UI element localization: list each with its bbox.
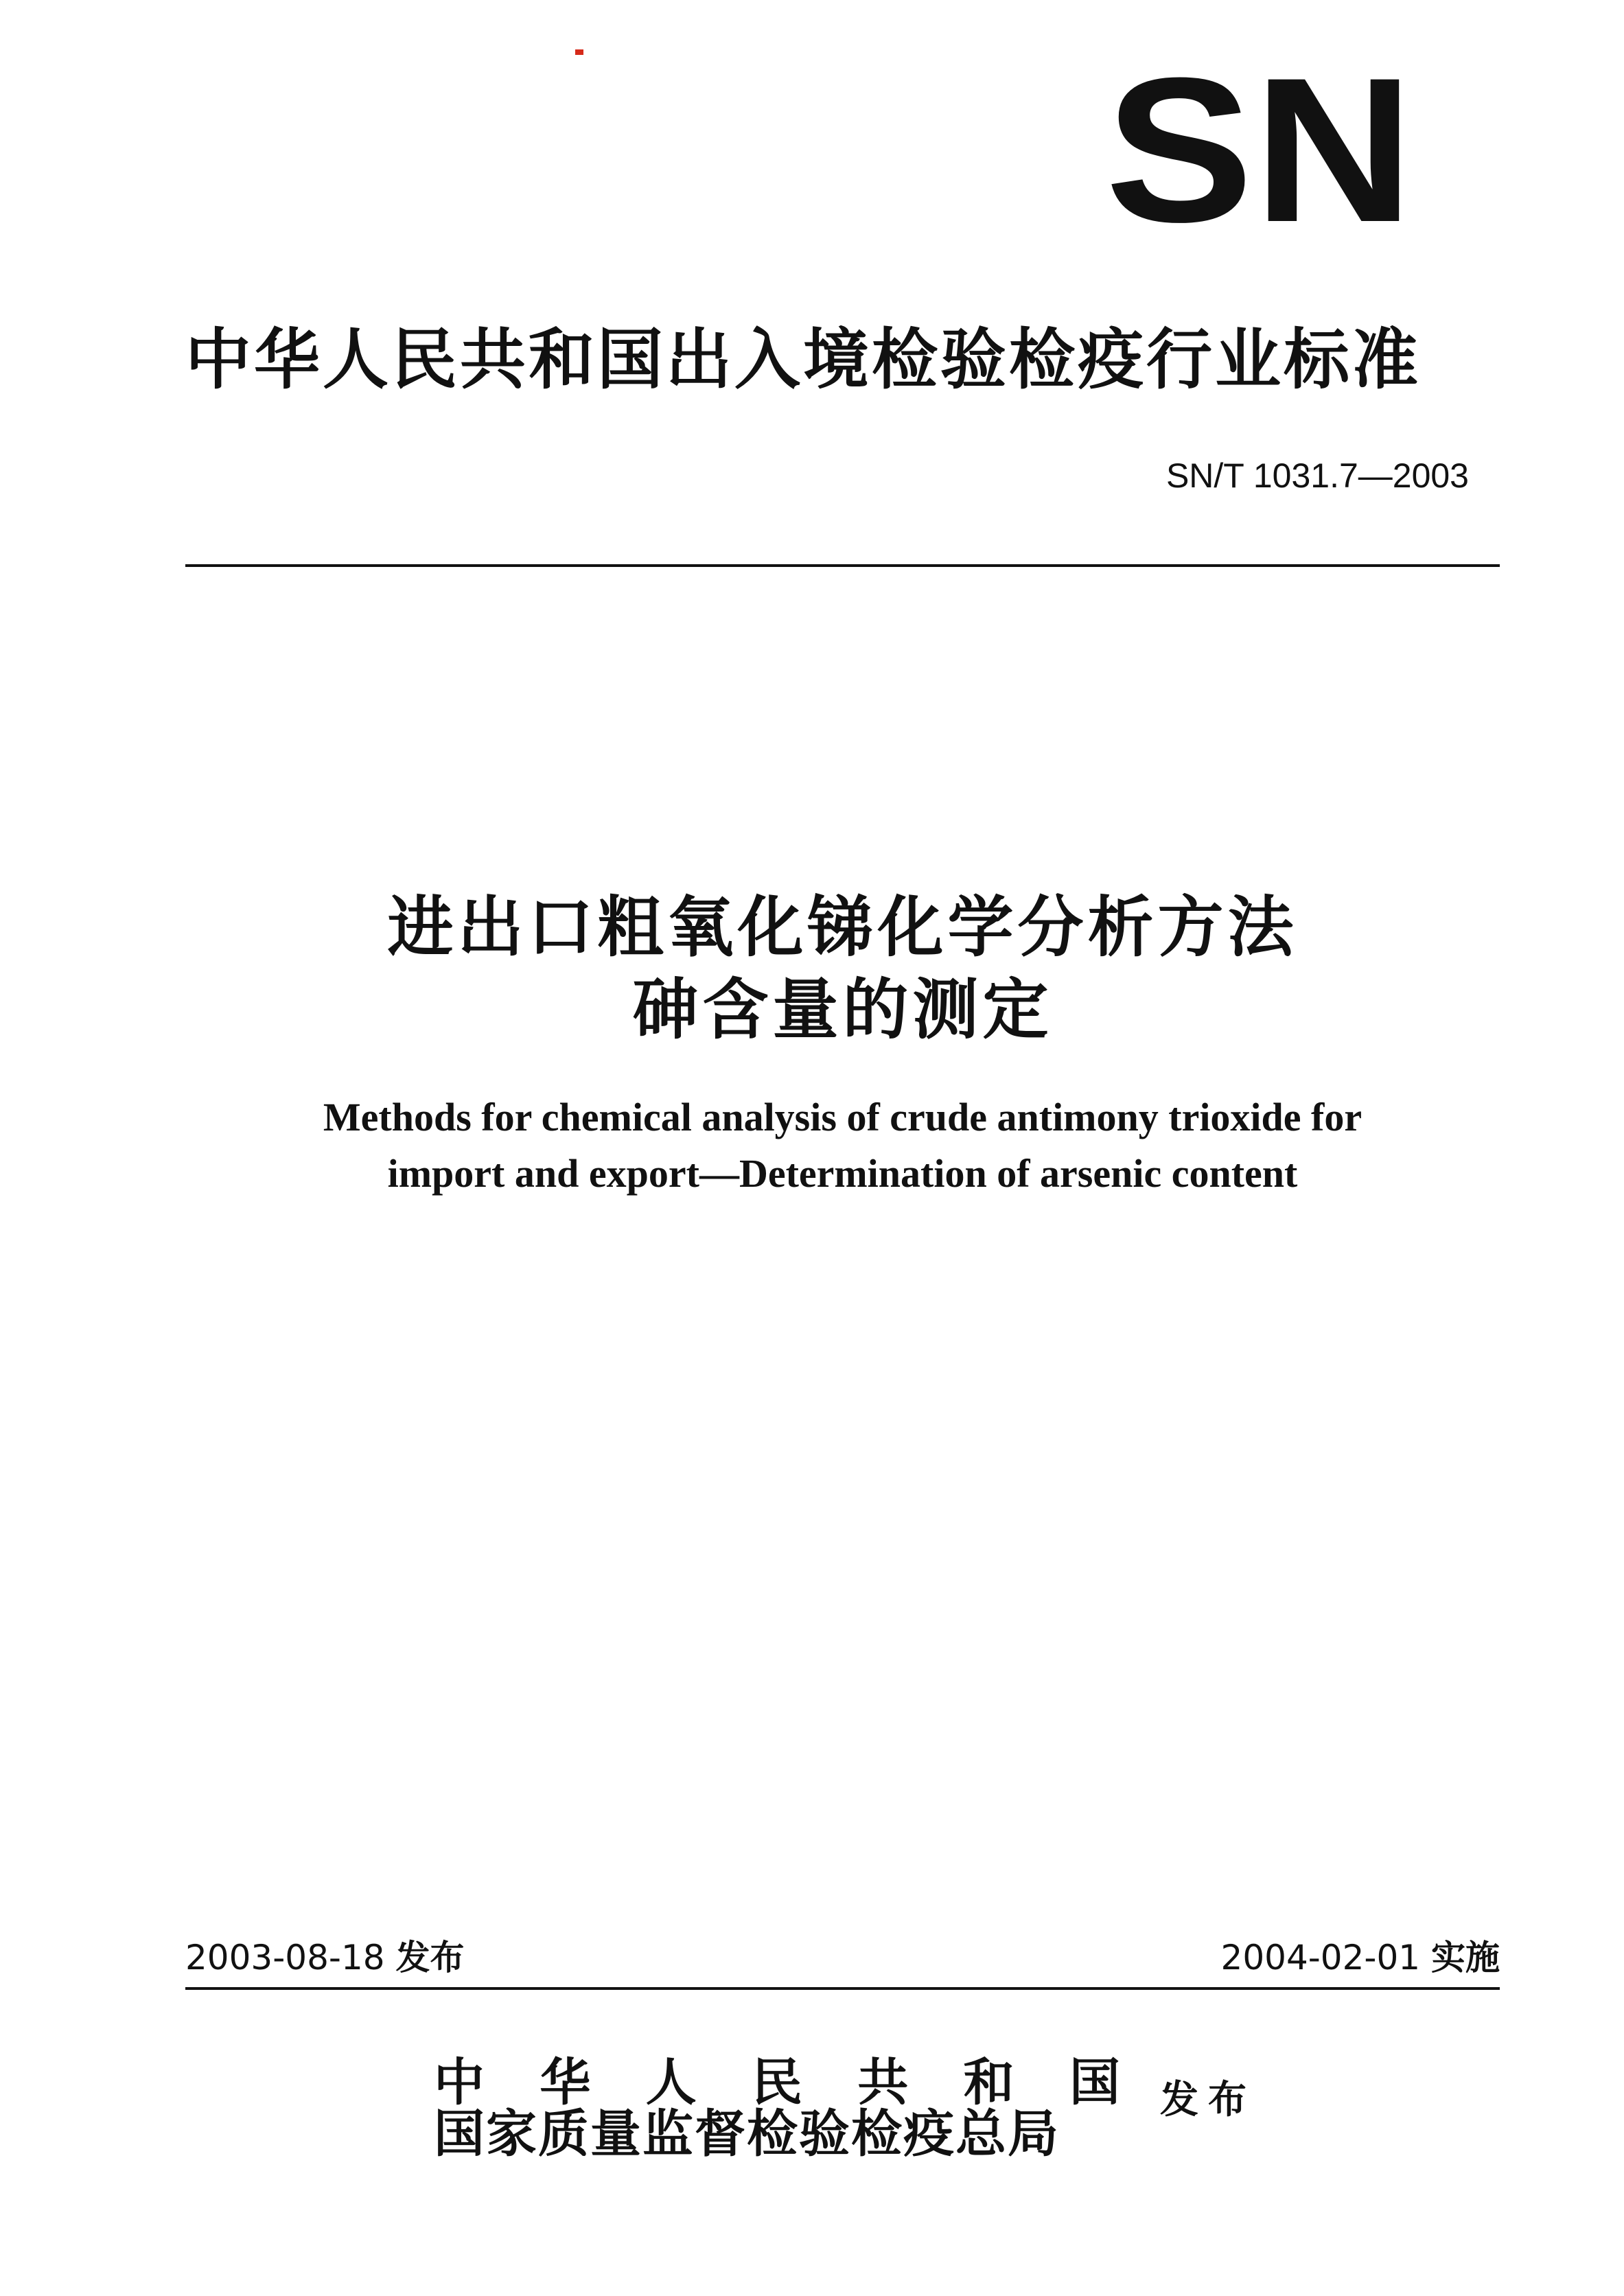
issue-date-suffix: 发布 — [395, 1938, 465, 1978]
publisher-char: 国 — [1069, 2053, 1120, 2112]
title-cn-line1: 进出口粗氧化锑化学分析方法 — [387, 889, 1298, 966]
title-en-line1: Methods for chemical analysis of crude antimony trioxide for — [323, 1095, 1362, 1139]
implementation-date-suffix: 实施 — [1431, 1938, 1500, 1978]
publisher-line2: 国家质量监督检验检疫总局 — [434, 2104, 1060, 2164]
publisher-char: 人 — [645, 2053, 697, 2112]
issue-date-value: 2003-08-18 — [185, 1938, 385, 1978]
logo-text: SN — [1105, 69, 1414, 232]
implementation-date — [1071, 1930, 1500, 1980]
publisher-char: 华 — [540, 2053, 591, 2112]
publisher-char: 共 — [857, 2053, 909, 2112]
publisher-char: 中 — [434, 2053, 485, 2112]
publish-label: 发布 — [1160, 2078, 1256, 2122]
red-mark — [575, 49, 583, 55]
title-cn-line2: 砷含量的测定 — [632, 971, 1053, 1048]
title-en-line2: import and export—Determination of arsenic content — [387, 1151, 1298, 1196]
issuing-authority-heading: 中华人民共和国出入境检验检疫行业标准 — [185, 321, 1421, 398]
publisher-char: 和 — [963, 2053, 1014, 2112]
top-divider — [185, 564, 1500, 567]
publisher-char: 民 — [751, 2053, 802, 2112]
standard-code: SN/T 1031.7—2003 — [1165, 456, 1469, 495]
implementation-date-value: 2004-02-01 — [1220, 1938, 1421, 1978]
issue-date — [185, 1930, 464, 1980]
bottom-divider — [185, 1987, 1500, 1990]
sn-logo — [1105, 69, 1414, 232]
